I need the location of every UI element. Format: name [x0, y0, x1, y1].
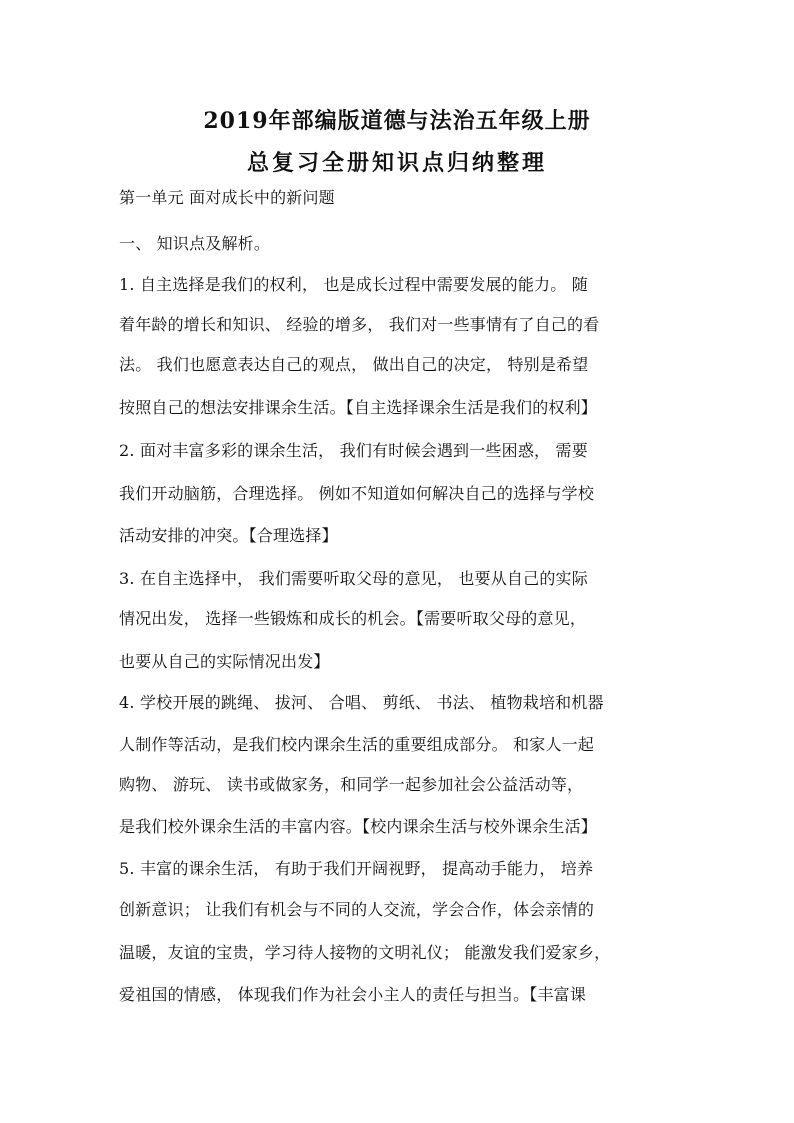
body-line: 3. 在自主选择中， 我们需要听取父母的意见， 也要从自己的实际 [119, 569, 588, 588]
body-line: 情况出发， 选择一些锻炼和成长的机会。【需要听取父母的意见， [119, 609, 587, 628]
body-line: 着年龄的增长和知识、 经验的增多， 我们对一些事情有了自己的看 [119, 315, 600, 334]
body-line: 创新意识； 让我们有机会与不同的人交流，学会合作，体会亲情的 [119, 900, 595, 919]
body-line: 活动安排的冲突。【合理选择】 [119, 526, 338, 545]
section-heading: 一、 知识点及解析。 [119, 234, 271, 253]
body-line: 按照自己的想法安排课余生活。【自主选择课余生活是我们的权利】 [119, 398, 598, 417]
body-line: 我们开动脑筋，合理选择。 例如不知道如何解决自己的选择与学校 [119, 484, 595, 503]
body-line: 人制作等活动，是我们校内课余生活的重要组成部分。 和家人一起 [119, 735, 595, 754]
body-line: 5. 丰富的课余生活， 有助于我们开阔视野， 提高动手能力， 培养 [119, 859, 594, 878]
body-line: 4. 学校开展的跳绳、 拔河、 合唱、 剪纸、 书法、 植物栽培和机器 [119, 693, 604, 712]
document-title-line1: 2019年部编版道德与法治五年级上册 [203, 108, 591, 134]
body-line: 法。 我们也愿意表达自己的观点， 做出自己的决定， 特别是希望 [119, 355, 589, 374]
body-line: 温暖，友谊的宝贵，学习待人接物的文明礼仪； 能激发我们爱家乡， [119, 943, 611, 962]
body-line: 2. 面对丰富多彩的课余生活， 我们有时候会遇到一些困惑， 需要 [119, 441, 588, 460]
body-line: 购物、 游玩、 读书或做家务，和同学一起参加社会公益活动等， [119, 775, 584, 794]
body-line: 1. 自主选择是我们的权利， 也是成长过程中需要发展的能力。 随 [119, 275, 588, 294]
body-line: 是我们校外课余生活的丰富内容。【校内课余生活与校外课余生活】 [119, 817, 598, 836]
document-title-line2: 总复习全册知识点归纳整理 [246, 150, 547, 176]
body-line: 也要从自己的实际情况出发】 [119, 652, 330, 671]
body-line: 爱祖国的情感， 体现我们作为社会小主人的责任与担当。【丰富课 [119, 985, 587, 1004]
unit-heading: 第一单元 面对成长中的新问题 [119, 188, 335, 207]
